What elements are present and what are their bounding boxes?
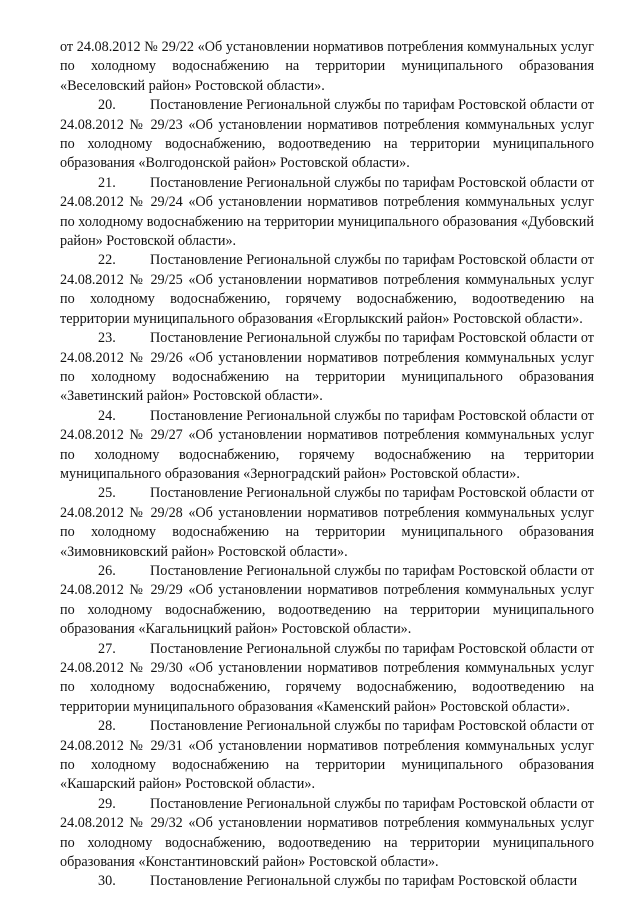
item-text: Постановление Региональной службы по тарифам Ростовской области от 24.08.2012 № 29/26 «Об установлении нормативов потребления коммунальных услуг по холодному водоснабжению на территории муниципального образования «Заветинский район» Ростовской области». [60, 330, 594, 405]
item-number: 26. [98, 562, 116, 579]
item-number: 23. [98, 330, 116, 347]
list-item-28 [60, 717, 594, 795]
item-number: 29. [98, 795, 116, 812]
list-item-22 [60, 251, 594, 329]
item-text: Постановление Региональной службы по тарифам Ростовской области [150, 873, 578, 890]
item-number: 28. [98, 718, 116, 735]
continuation-paragraph: от 24.08.2012 № 29/22 «Об установлении нормативов потребления коммунальных услуг по холодному водоснабжению на территории муниципального образования «Веселовский район» Ростовской области». [60, 39, 594, 94]
item-text: Постановление Региональной службы по тарифам Ростовской области от 24.08.2012 № 29/23 «Об установлении нормативов потребления коммунальных услуг по холодному водоснабжению, водоотведению на территории муниципального образования «Волгодонской район» Ростовской области». [60, 97, 594, 172]
list-item-20 [60, 96, 594, 174]
list-item-25 [60, 484, 594, 562]
item-number: 30. [98, 873, 116, 890]
item-text: Постановление Региональной службы по тарифам Ростовской области от 24.08.2012 № 29/25 «Об установлении нормативов потребления коммунальных услуг по холодному водоснабжению, горячему водоснабжению, водоотведению на территории муниципального образования «Егорлыкский район» Ростовской области». [60, 252, 594, 327]
item-text: Постановление Региональной службы по тарифам Ростовской области от 24.08.2012 № 29/32 «Об установлении нормативов потребления коммунальных услуг по холодному водоснабжению, водоотведению на территории муниципального образования «Константиновский район» Ростовской области». [60, 795, 594, 871]
document-page [60, 38, 594, 892]
item-number: 20. [98, 97, 116, 114]
list-item-21 [60, 174, 594, 252]
item-text: Постановление Региональной службы по тарифам Ростовской области от 24.08.2012 № 29/31 «Об установлении нормативов потребления коммунальных услуг по холодному водоснабжению на территории муниципального образования «Кашарский район» Ростовской области». [60, 718, 594, 793]
item-number: 25. [98, 485, 116, 502]
item-text: Постановление Региональной службы по тарифам Ростовской области от 24.08.2012 № 29/30 «Об установлении нормативов потребления коммунальных услуг по холодному водоснабжению, горячему водоснабжению, водоотведению на территории муниципального образования «Каменский район» Ростовской области». [60, 640, 594, 715]
item-text: Постановление Региональной службы по тарифам Ростовской области от 24.08.2012 № 29/29 «Об установлении нормативов потребления коммунальных услуг по холодному водоснабжению, водоотведению на территории муниципального образования «Кагальницкий район» Ростовской области». [60, 562, 594, 638]
list-item-24 [60, 407, 594, 485]
item-number: 24. [98, 407, 116, 424]
list-item-27 [60, 640, 594, 718]
item-number: 21. [98, 174, 116, 191]
item-text: Постановление Региональной службы по тарифам Ростовской области от 24.08.2012 № 29/28 «Об установлении нормативов потребления коммунальных услуг по холодному водоснабжению на территории муниципального образования «Зимовниковский район» Ростовской области». [60, 485, 594, 560]
item-number: 22. [98, 252, 116, 269]
list-item-26 [60, 562, 594, 640]
item-text: Постановление Региональной службы по тарифам Ростовской области от 24.08.2012 № 29/27 «Об установлении нормативов потребления коммунальных услуг по холодному водоснабжению, горячему водоснабжению на территории муниципального образования «Зерноградский район» Ростовской области». [60, 407, 594, 482]
list-item-23 [60, 329, 594, 407]
item-text: Постановление Региональной службы по тарифам Ростовской области от 24.08.2012 № 29/24 «Об установлении нормативов потребления коммунальных услуг по холодному водоснабжению на территории муниципального образования «Дубовский район» Ростовской области». [60, 174, 594, 250]
list-item-29 [60, 795, 594, 873]
item-number: 27. [98, 640, 116, 657]
list-item-30 [60, 872, 594, 891]
